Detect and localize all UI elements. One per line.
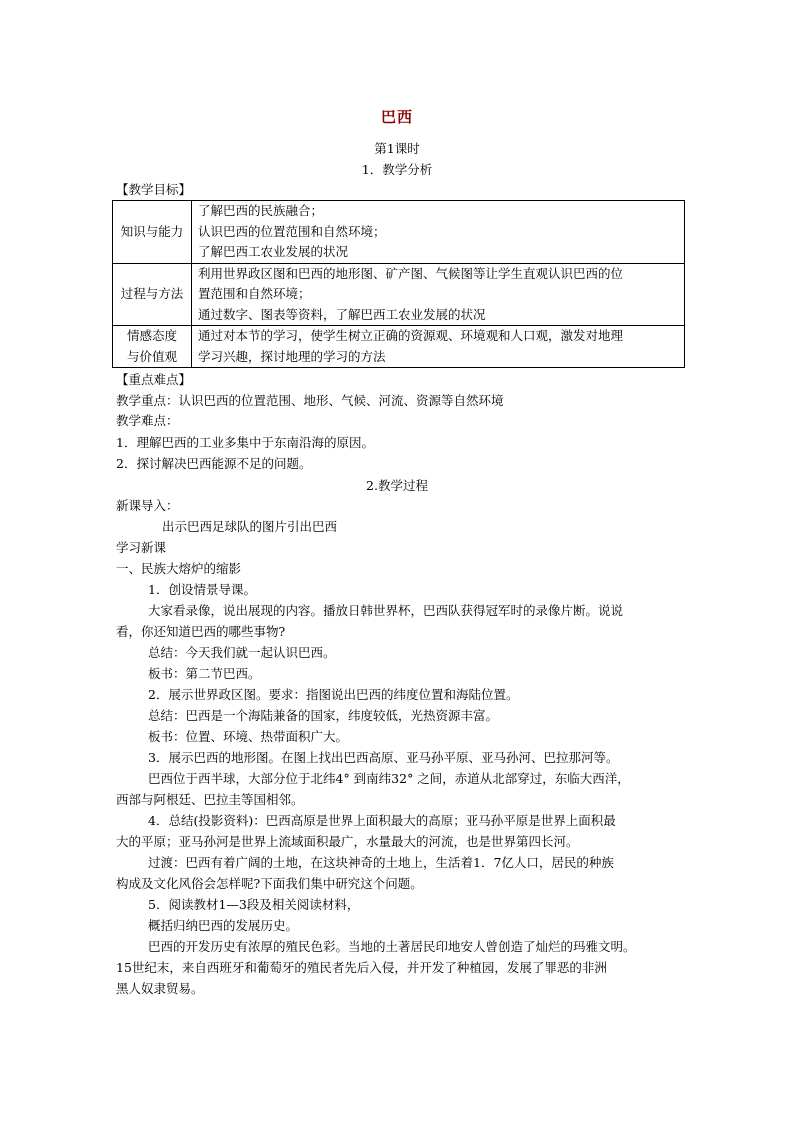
- difficulty-item: 2．探讨解决巴西能源不足的问题。: [116, 456, 312, 471]
- body-line: 板书：第二节巴西。: [148, 666, 261, 681]
- goal-line: 学习兴趣，探讨地理的学习的方法: [198, 348, 386, 364]
- body-line: 板书：位置、环境、热带面积广大。: [148, 729, 349, 744]
- page-title: 巴西: [380, 108, 413, 126]
- body-line: 1．创设情景导课。: [148, 582, 256, 597]
- goal-category: [113, 326, 192, 368]
- body-line: 大的平原；亚马孙河是世界上流域面积最广，水量最大的河流，也是世界第四长河。: [116, 834, 579, 849]
- goal-category-label: 与价值观: [126, 348, 177, 364]
- body-line: 构成及文化风俗会怎样呢?下面我们集中研究这个问题。: [116, 876, 423, 891]
- body-line: 15世纪末，来自西班牙和葡萄牙的殖民者先后入侵，并开发了种植园，发展了罪恶的非洲: [116, 960, 607, 975]
- goal-category-label: 知识与能力: [120, 223, 184, 239]
- body-line: 4．总结(投影资料)：巴西高原是世界上面积最大的高原；亚马孙平原是世界上面积最: [148, 813, 616, 828]
- key-point: 教学重点：认识巴西的位置范围、地形、气候、河流、资源等自然环境: [116, 393, 504, 408]
- goal-category: [113, 201, 192, 264]
- key-points-heading: 【重点难点】: [116, 372, 192, 387]
- goal-content: [192, 326, 685, 368]
- goal-line: 了解巴西工农业发展的状况: [198, 244, 349, 259]
- goal-category: [113, 263, 192, 326]
- goal-category-label: 过程与方法: [120, 286, 184, 301]
- body-line: 西部与阿根廷、巴拉圭等国相邻。: [116, 792, 304, 807]
- difficulty-item: 1．理解巴西的工业多集中于东南沿海的原因。: [116, 435, 374, 450]
- intro-label: 新课导入：: [116, 498, 179, 513]
- body-line: 总结：巴西是一个海陆兼备的国家，纬度较低，光热资源丰富。: [148, 708, 499, 723]
- table-row: [113, 201, 685, 264]
- new-lesson-label: 学习新课: [116, 540, 167, 555]
- goal-line: 通过对本节的学习，使学生树立正确的资源观、环境观和人口观，激发对地理: [198, 328, 624, 343]
- body-line: 概括归纳巴西的发展历史。: [148, 918, 299, 933]
- body-line: 看，你还知道巴西的哪些事物?: [116, 624, 286, 639]
- table-row: [113, 326, 685, 368]
- body-line: 大家看录像，说出展现的内容。播放日韩世界杯，巴西队获得冠军时的录像片断。说说: [148, 603, 624, 618]
- goal-content: [192, 263, 685, 326]
- body-line: 巴西的开发历史有浓厚的殖民色彩。当地的土著居民印地安人曾创造了灿烂的玛雅文明。: [148, 939, 636, 954]
- goals-heading: 【教学目标】: [116, 182, 192, 197]
- goal-line: 置范围和自然环境；: [198, 286, 311, 301]
- teaching-goals-table: [112, 200, 685, 368]
- body-line: 过渡：巴西有着广阔的土地，在这块神奇的土地上，生活着1．7亿人口，居民的种族: [148, 855, 614, 870]
- lesson-number: 第1课时: [374, 141, 420, 156]
- body-line: 5．阅读教材1—3段及相关阅读材料，: [148, 897, 360, 912]
- goal-line: 了解巴西的民族融合；: [198, 203, 324, 218]
- table-row: [113, 263, 685, 326]
- goal-line: 通过数字、图表等资料，了解巴西工农业发展的状况: [198, 306, 486, 322]
- body-line: 巴西位于西半球，大部分位于北纬4° 到南纬32° 之间，赤道从北部穿过，东临大西洋，: [148, 771, 630, 786]
- body-line: 3．展示巴西的地形图。在图上找出巴西高原、亚马孙平原、亚马孙河、巴拉那河等。: [148, 750, 619, 765]
- body-line: 2．展示世界政区图。要求：指图说出巴西的纬度位置和海陆位置。: [148, 687, 519, 702]
- body-line: 黑人奴隶贸易。: [116, 981, 204, 996]
- goal-line: 利用世界政区图和巴西的地形图、矿产图、气候图等让学生直观认识巴西的位: [198, 265, 624, 281]
- goal-content: [192, 201, 685, 264]
- section-heading-process: 2.教学过程: [366, 478, 428, 493]
- intro-text: 出示巴西足球队的图片引出巴西: [162, 519, 338, 534]
- body-line: 总结：今天我们就一起认识巴西。: [148, 645, 336, 660]
- section-heading-analysis: 1．教学分析: [361, 162, 433, 177]
- difficulty-label: 教学难点：: [116, 413, 179, 428]
- part-heading: 一、民族大熔炉的缩影: [116, 561, 242, 576]
- goal-line: 认识巴西的位置范围和自然环境；: [198, 223, 386, 239]
- goal-category-label: 情感态度: [126, 328, 177, 343]
